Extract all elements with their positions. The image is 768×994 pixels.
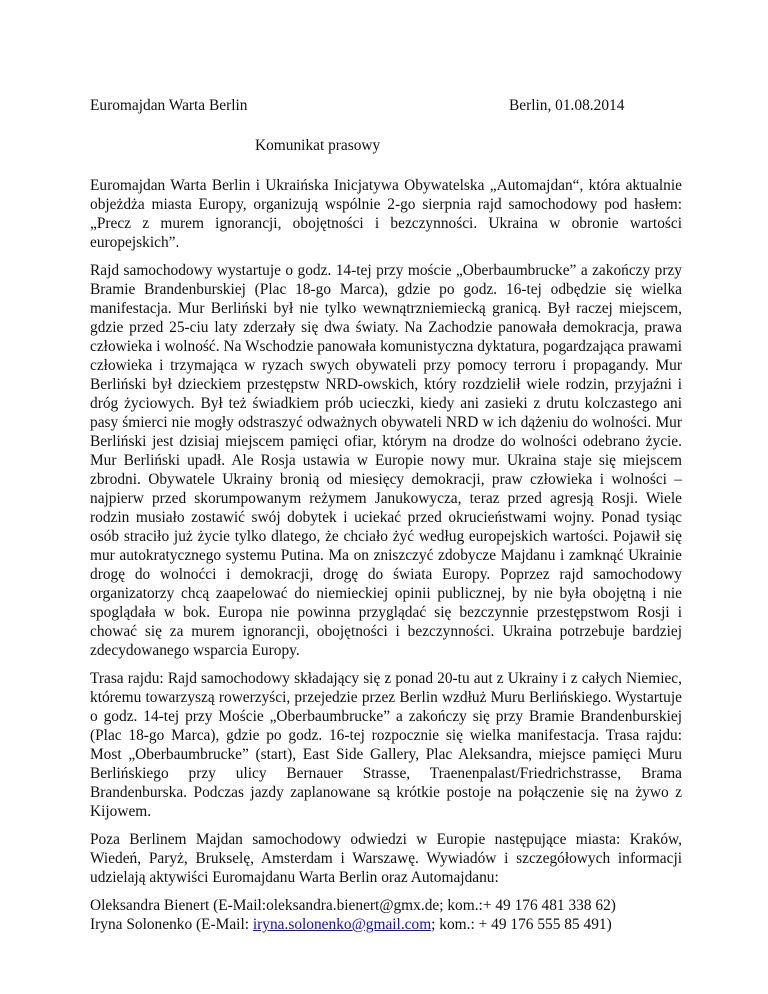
route-paragraph: Trasa rajdu: Rajd samochodowy składający się z ponad 20-tu aut z Ukrainy i z całych Niemiec, któremu towarzyszą rowerzyści, przejedzie przez Berlin wzdłuż Muru Berlińskiego. Wystartuje o godz. 14-tej przy Moście „Oberbaumbrucke” a zakończy się przy Bramie Brandenburskiej (Plac 18-go Marca), gdzie po godz. 16-tej rozpocznie się wielka manifestacja. Trasa rajdu: Most „Oberbaumbrucke” (start), East Side Gallery, Plac Aleksandra, miejsce pamięci Muru Berlińskiego przy ulicy Bernauer Strasse, Traenenpalast/Friedrichstrasse, Brama Brandenburska. Podczas jazdy zaplanowane są krótkie postoje na połączenie się na żywo z Kijowem.: [90, 670, 682, 820]
contact-suffix: ; kom.: + 49 176 555 85 491): [431, 916, 612, 933]
cities-paragraph: Poza Berlinem Majdan samochodowy odwiedzi w Europie następujące miasta: Kraków, Wiedeń, Paryż, Brukselę, Amsterdam i Warszawę. Wywiadów i szczegółowych informacji udzielają aktywiści Euromajdanu Warta Berlin oraz Automajdanu:: [90, 831, 682, 886]
organization-name: Euromajdan Warta Berlin: [90, 97, 248, 114]
contact-prefix: Iryna Solonenko (E-Mail:: [90, 916, 253, 933]
email-link[interactable]: iryna.solonenko@gmail.com: [252, 916, 432, 933]
contact-solonenko: [90, 915, 682, 934]
contact-bienert: Oleksandra Bienert (E-Mail:oleksandra.bienert@gmx.de; kom.:+ 49 176 481 338 62): [90, 897, 616, 914]
document-title: Komunikat prasowy: [255, 137, 381, 154]
intro-paragraph: Euromajdan Warta Berlin i Ukraińska Inicjatywa Obywatelska „Automajdan“, która aktualnie objeżdża miasta Europy, organizują wspólnie 2-go sierpnia rajd samochodowy pod hasłem: „Precz z murem ignorancji, obojętności i bezczynności. Ukraina w obronie wartości europejskich”.: [90, 177, 682, 251]
contact-list: [90, 896, 682, 934]
place-date: Berlin, 01.08.2014: [509, 97, 625, 114]
document-page: [90, 96, 682, 934]
letter-header: [90, 96, 682, 115]
body-paragraph: Rajd samochodowy wystartuje o godz. 14-tej przy moście „Oberbaumbrucke” a zakończy przy Bramie Brandenburskiej (Plac 18-go Marca), gdzie po godz. 16-tej odbędzie się wielka manifestacja. Mur Berliński był nie tylko wewnątrzniemiecką granicą. Był raczej miejscem, gdzie przed 25-ciu laty zderzały się dwa światy. Na Zachodzie panowała demokracja, prawa człowieka i wolność. Na Wschodzie panowała komunistyczna dyktatura, pogardzająca prawami człowieka i trzymająca w ryzach swych obywateli przy pomocy terroru i propagandy. Mur Berliński był dzieckiem przestępstw NRD-owskich, który rozdzielił wiele rodzin, przyjaźni i dróg życiowych. Był też świadkiem prób ucieczki, kiedy ani zasieki z drutu kolczastego ani pasy śmierci nie mogły odstraszyć odważnych obywateli NRD w ich dążeniu do wolności. Mur Berliński jest dzisiaj miejscem pamięci ofiar, którym na drodze do wolności odebrano życie. Mur Berliński upadł. Ale Rosja ustawia w Europie nowy mur. Ukraina staje się miejscem zbrodni. Obywatele Ukrainy bronią od miesięcy demokracji, praw człowieka i wolności – najpierw przed skorumpowanym reżymem Janukowycza, teraz przed agresją Rosji. Wiele rodzin musiało zostawić swój dobytek i uciekać przed okrucieństwami wojny. Ponad tysiąc osób straciło już życie tylko dlatego, że chciało żyć według europejskich wartości. Pojawił się mur autokratycznego systemu Putina. Ma on zniszczyć zdobycze Majdanu i zamknąć Ukrainie drogę do wolnoćci i demokracji, drogę do świata Europy. Poprzez rajd samochodowy organizatorzy chcą zaapelować do niemieckiej opinii publicznej, by nie była obojętną i nie spoglądała w bok. Europa nie powinna przyglądać się bezczynnie przestępstwom Rosji i chować się za murem ignorancji, obojętności i bezczynności. Ukraina potrzebuje bardziej zdecydowanego wsparcia Europy.: [90, 262, 682, 659]
